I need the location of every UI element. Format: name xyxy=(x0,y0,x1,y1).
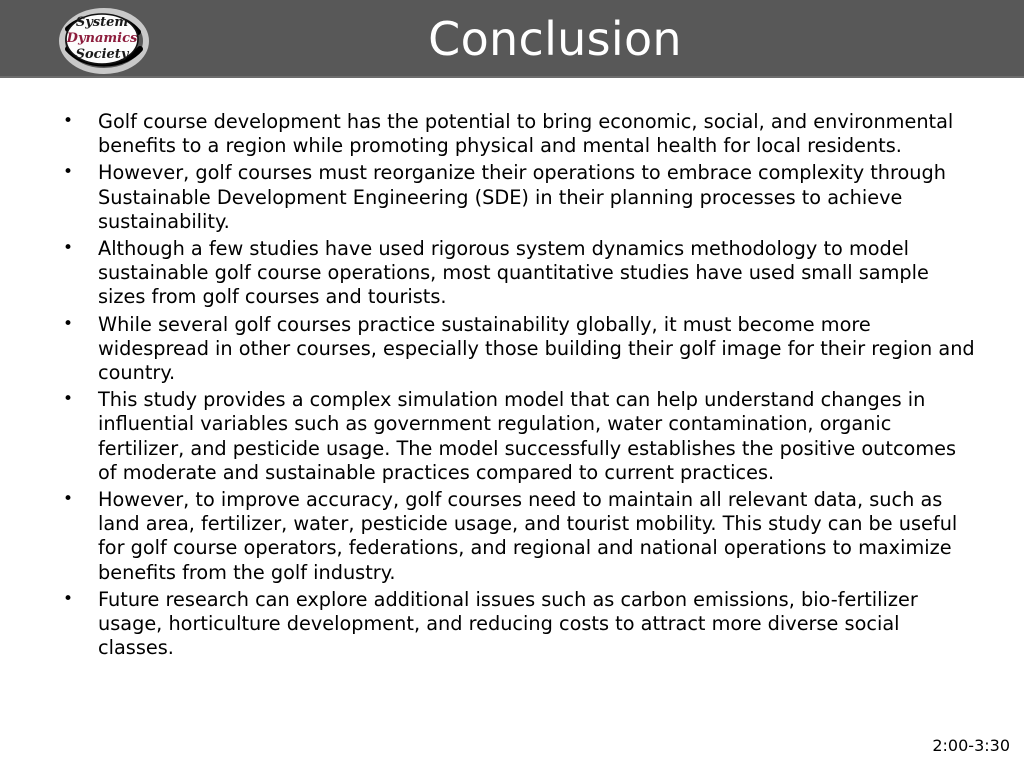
list-item: • While several golf courses practice sustainability globally, it must become more widespread in other courses, especially those building their golf image for their region and country. xyxy=(56,313,976,386)
slide-title: Conclusion xyxy=(428,12,682,66)
logo-line-1: System xyxy=(75,15,129,30)
logo-line-2: Dynamics xyxy=(66,31,138,46)
bullet-list xyxy=(56,110,976,660)
system-dynamics-society-logo xyxy=(52,4,152,74)
list-item: • This study provides a complex simulation model that can help understand changes in influential variables such as government regulation, water contamination, organic fertilizer, and pesticide usage. The model successfully establishes the positive outcomes of moderate and sustainable practices compared to current practices. xyxy=(56,388,976,485)
slide-body xyxy=(56,110,976,663)
list-item: • Future research can explore additional issues such as carbon emissions, bio-fertilizer usage, horticulture development, and reducing costs to attract more diverse social classes. xyxy=(56,588,976,661)
logo-line-3: Society xyxy=(75,47,129,62)
footer-time-range: 2:00-3:30 xyxy=(932,736,1010,755)
list-item: • Although a few studies have used rigorous system dynamics methodology to model sustainable golf course operations, most quantitative studies have used small sample sizes from golf courses and tourists. xyxy=(56,237,976,310)
list-item: • Golf course development has the potential to bring economic, social, and environmental benefits to a region while promoting physical and mental health for local residents. xyxy=(56,110,976,158)
list-item: • However, golf courses must reorganize their operations to embrace complexity through Sustainable Development Engineering (SDE) in their planning processes to achieve sustainability. xyxy=(56,161,976,234)
list-item: • However, to improve accuracy, golf courses need to maintain all relevant data, such as land area, fertilizer, water, pesticide usage, and tourist mobility. This study can be useful for golf course operators, federations, and regional and national operations to maximize benefits from the golf industry. xyxy=(56,488,976,585)
